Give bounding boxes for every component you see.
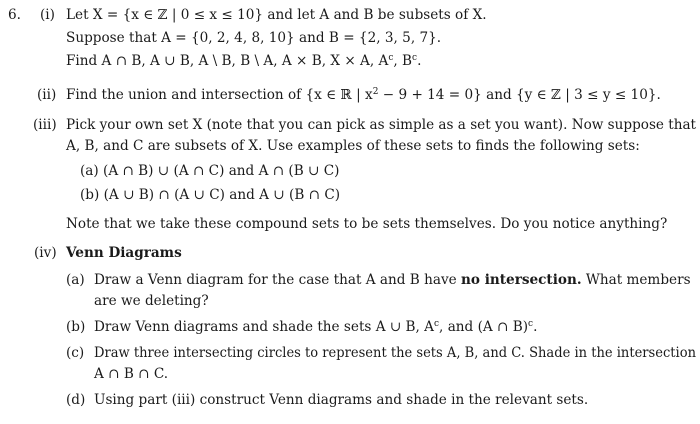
- part-iv-b-text3: .: [533, 319, 538, 335]
- part-iv-c-line2: A ∩ B ∩ C.: [94, 366, 169, 382]
- part-iv-b-text2: , and (A ∩ B): [439, 319, 529, 335]
- part-ii-text-a: Find the union and intersection of {x ∈ ℝ | x: [66, 87, 373, 103]
- superscript-c: c: [388, 53, 394, 63]
- part-iv-label: (iv): [34, 245, 57, 261]
- part-iii-a: (a) (A ∩ B) ∪ (A ∩ C) and A ∩ (B ∪ C): [80, 163, 340, 179]
- part-iv-b-label: (b): [66, 319, 86, 335]
- part-i-line3: [66, 52, 421, 70]
- part-iv-a-label: (a): [66, 272, 85, 288]
- part-ii-text-b: − 9 + 14 = 0} and {y ∈ ℤ | 3 ≤ y ≤ 10}.: [378, 87, 661, 103]
- part-iv-b-text1: Draw Venn diagrams and shade the sets A ∪ B, A: [94, 319, 434, 335]
- superscript-c-iv-b1: c: [434, 319, 440, 329]
- part-iii-b: (b) (A ∪ B) ∩ (A ∪ C) and A ∪ (B ∩ C): [80, 187, 341, 203]
- part-iii-line1: Pick your own set X (note that you can pick as simple as a set you want). Now suppose that: [66, 117, 696, 133]
- part-iv-a-bold: no intersection.: [461, 272, 582, 288]
- part-i-b: B: [402, 53, 413, 69]
- part-iii-line2: A, B, and C are subsets of X. Use examples of these sets to finds the following sets:: [66, 138, 640, 154]
- part-iv-a-line2: are we deleting?: [94, 293, 209, 309]
- part-i-label: (i): [40, 7, 55, 23]
- superscript-c-iv-b2: c: [528, 319, 534, 329]
- part-ii-text: [66, 86, 661, 104]
- part-i-period: .: [417, 53, 422, 69]
- superscript-c-b: c: [412, 53, 418, 63]
- part-iv-a-text2: What members: [581, 272, 691, 288]
- part-iv-c-label: (c): [66, 345, 85, 361]
- part-i-comma: ,: [393, 53, 398, 69]
- question-number: 6.: [8, 7, 21, 23]
- part-iv-d-text: Using part (iii) construct Venn diagrams and shade in the relevant sets.: [94, 392, 589, 408]
- part-iv-title: Venn Diagrams: [66, 245, 182, 261]
- part-i-line1: Let X = {x ∈ ℤ | 0 ≤ x ≤ 10} and let A and B be subsets of X.: [66, 7, 487, 23]
- superscript-2: 2: [372, 87, 379, 97]
- part-iv-a-line1: [94, 271, 691, 289]
- part-iii-label: (iii): [33, 117, 57, 133]
- part-iv-d-label: (d): [66, 392, 86, 408]
- part-ii-label: (ii): [37, 87, 57, 103]
- part-iv-b-text: [94, 318, 537, 336]
- part-iv-a-text1: Draw a Venn diagram for the case that A and B have: [94, 272, 462, 288]
- part-iii-note: Note that we take these compound sets to be sets themselves. Do you notice anything?: [66, 216, 668, 232]
- part-i-line2: Suppose that A = {0, 2, 4, 8, 10} and B = {2, 3, 5, 7}.: [66, 30, 442, 46]
- part-iv-c-line1: Draw three intersecting circles to represent the sets A, B, and C. Shade in the intersection: [94, 345, 696, 361]
- part-i-find-text: Find A ∩ B, A ∪ B, A \ B, B \ A, A × B, X × A, A: [66, 53, 389, 69]
